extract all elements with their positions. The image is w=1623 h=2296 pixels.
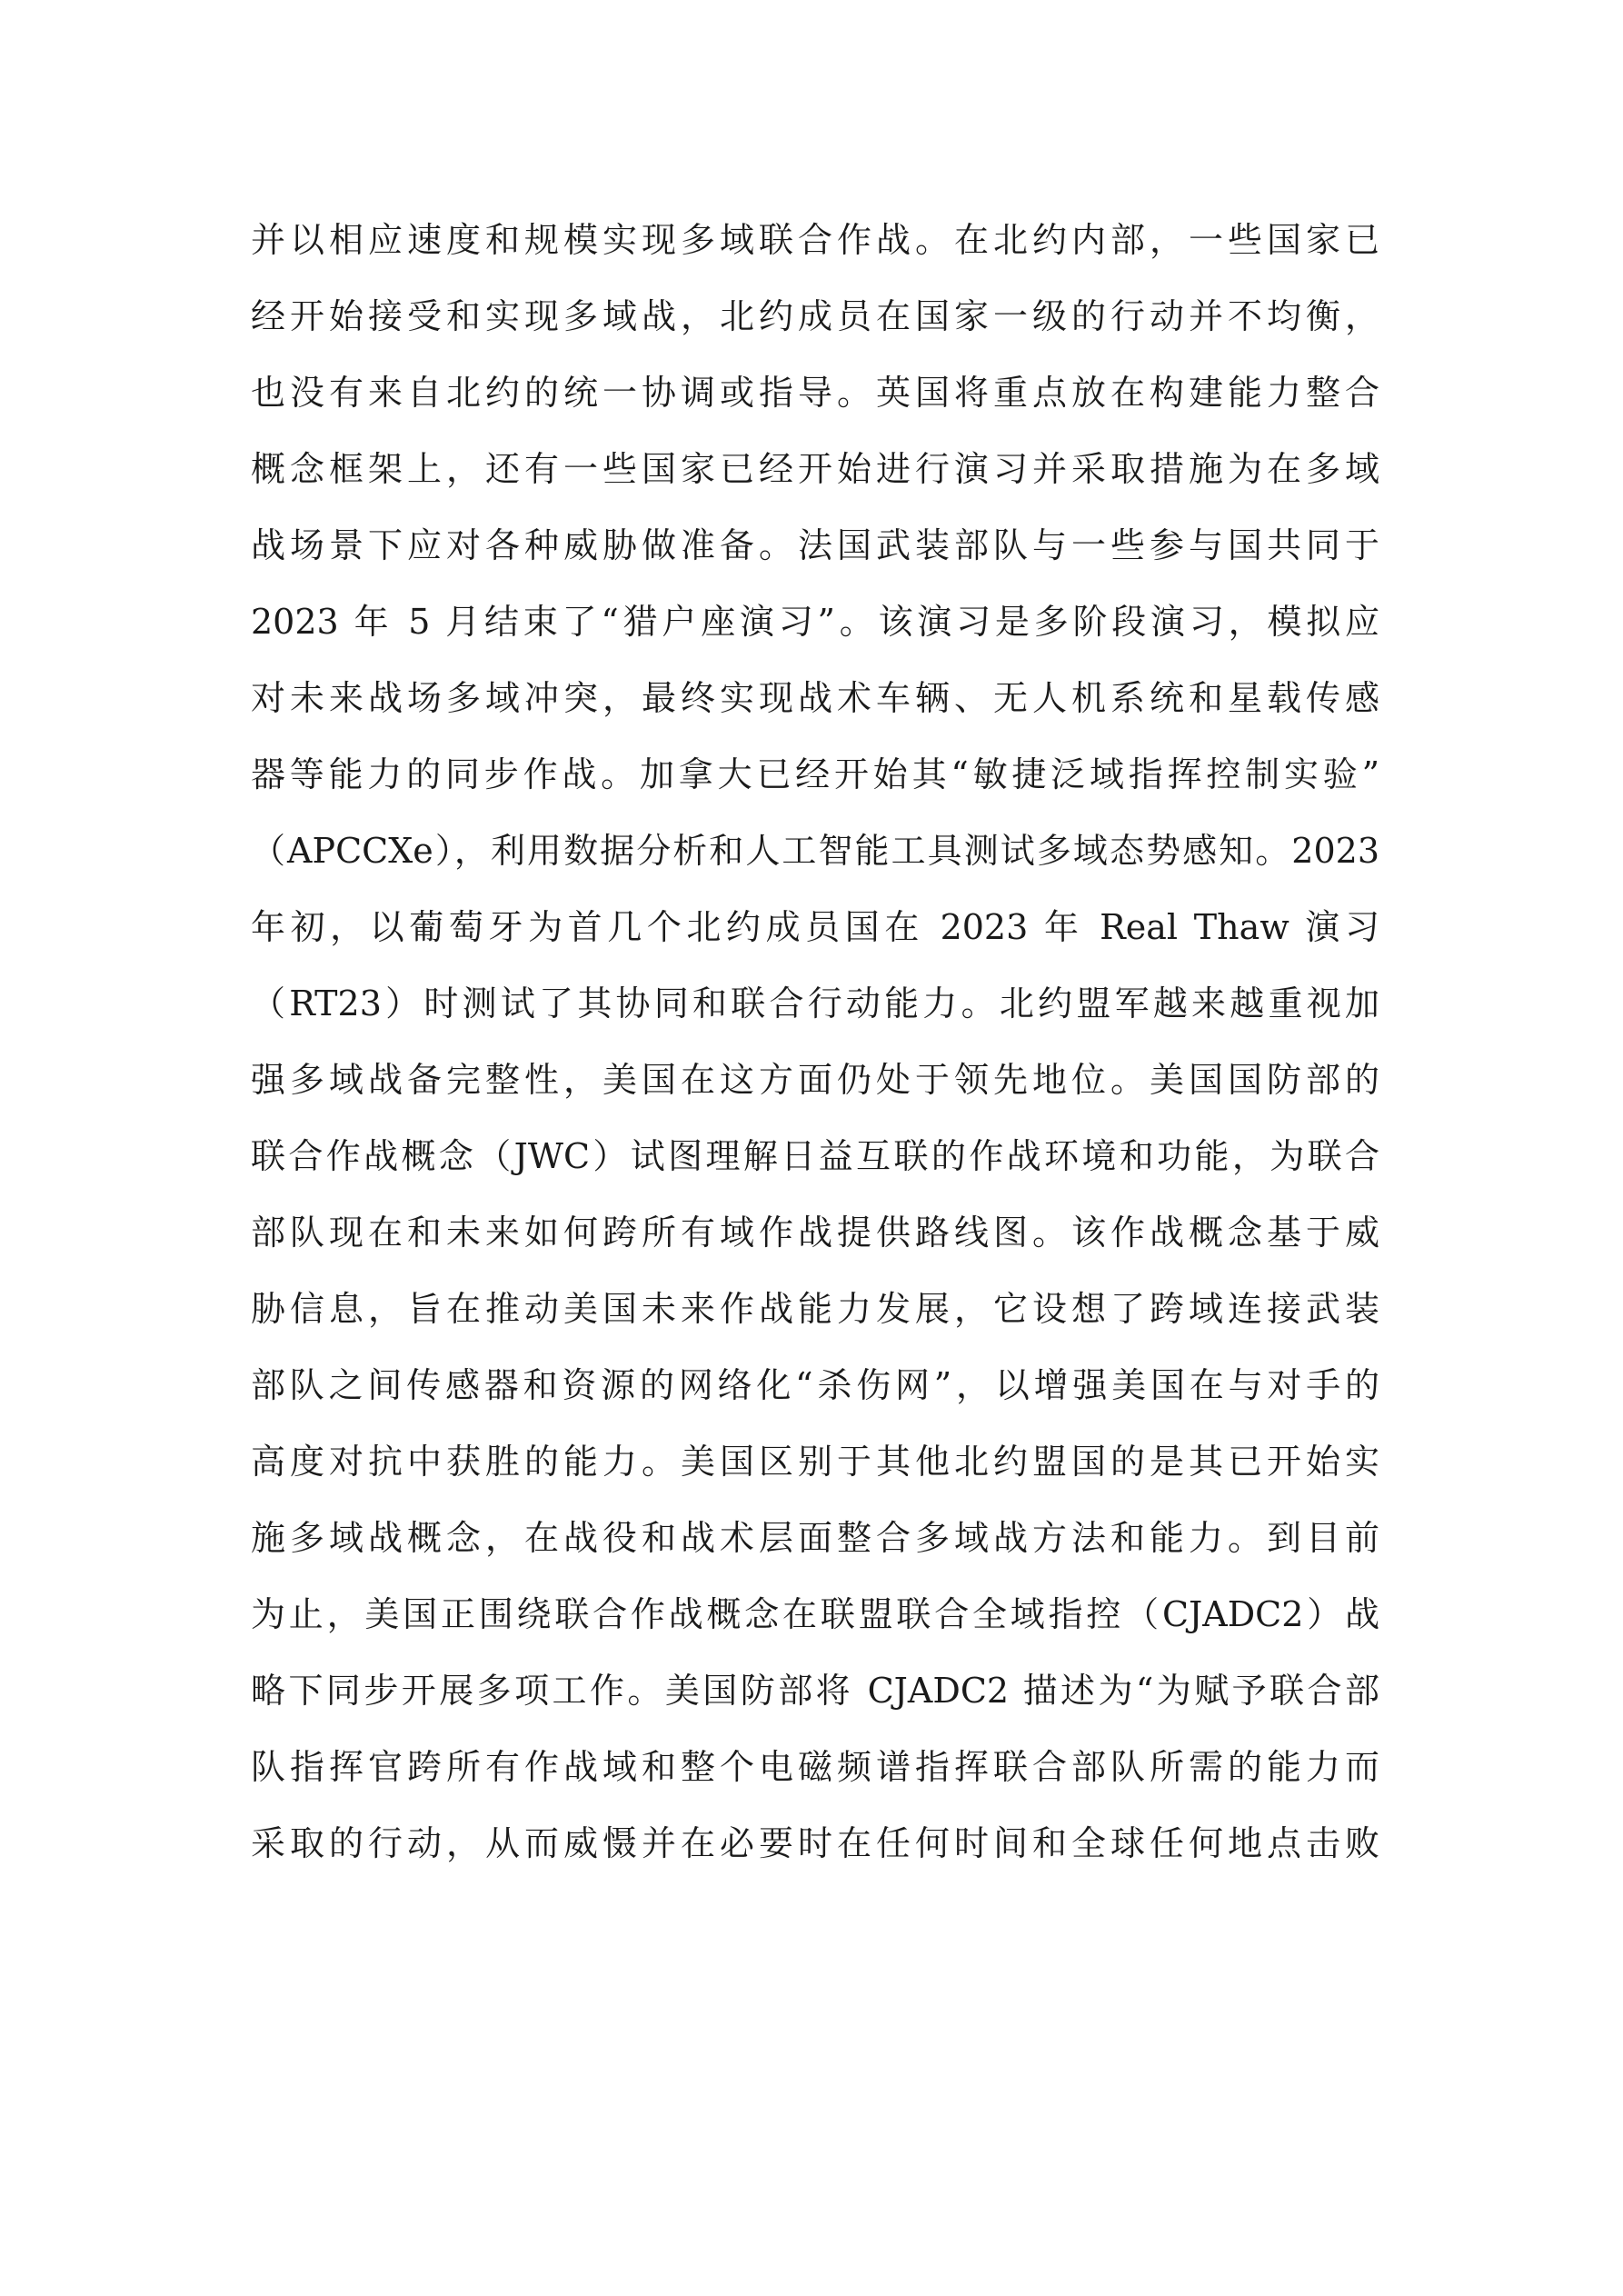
text-line: 2023 年 5 月结束了“猎户座演习”。该演习是多阶段演习，模拟应 [251, 602, 1379, 642]
text-line: （APCCXe），利用数据分析和人工智能工具测试多域态势感知。2023 [251, 831, 1379, 871]
text-line: 经开始接受和实现多域战，北约成员在国家一级的行动并不均衡， [251, 296, 1379, 336]
text-line: 并以相应速度和规模实现多域联合作战。在北约内部，一些国家已 [251, 220, 1379, 260]
text-line: 强多域战备完整性，美国在这方面仍处于领先地位。美国国防部的 [251, 1060, 1379, 1100]
text-line: 采取的行动，从而威慑并在必要时在任何时间和全球任何地点击败 [251, 1823, 1379, 1863]
text-line: 部队现在和未来如何跨所有域作战提供路线图。该作战概念基于威 [251, 1213, 1379, 1253]
text-line: 部队之间传感器和资源的网络化“杀伤网”，以增强美国在与对手的 [251, 1365, 1379, 1405]
body-paragraph [251, 202, 1379, 1882]
text-line: 胁信息，旨在推动美国未来作战能力发展，它设想了跨域连接武装 [251, 1289, 1379, 1329]
text-line: 战场景下应对各种威胁做准备。法国武装部队与一些参与国共同于 [251, 525, 1379, 565]
text-line: 也没有来自北约的统一协调或指导。英国将重点放在构建能力整合 [251, 373, 1379, 413]
text-line: （RT23）时测试了其协同和联合行动能力。北约盟军越来越重视加 [251, 983, 1379, 1023]
text-line: 施多域战概念，在战役和战术层面整合多域战方法和能力。到目前 [251, 1518, 1379, 1558]
text-line: 高度对抗中获胜的能力。美国区别于其他北约盟国的是其已开始实 [251, 1442, 1379, 1482]
text-line: 器等能力的同步作战。加拿大已经开始其“敏捷泛域指挥控制实验” [251, 754, 1379, 794]
text-line: 概念框架上，还有一些国家已经开始进行演习并采取措施为在多域 [251, 449, 1379, 489]
text-line: 为止，美国正围绕联合作战概念在联盟联合全域指控（CJADC2）战 [251, 1594, 1379, 1634]
text-line: 略下同步开展多项工作。美国防部将 CJADC2 描述为“为赋予联合部 [251, 1671, 1379, 1711]
text-line: 对未来战场多域冲突，最终实现战术车辆、无人机系统和星载传感 [251, 678, 1379, 718]
text-line: 队指挥官跨所有作战域和整个电磁频谱指挥联合部队所需的能力而 [251, 1747, 1379, 1787]
text-line: 联合作战概念（JWC）试图理解日益互联的作战环境和功能，为联合 [251, 1136, 1379, 1176]
text-line: 年初，以葡萄牙为首几个北约成员国在 2023 年 Real Thaw 演习 [251, 907, 1379, 947]
